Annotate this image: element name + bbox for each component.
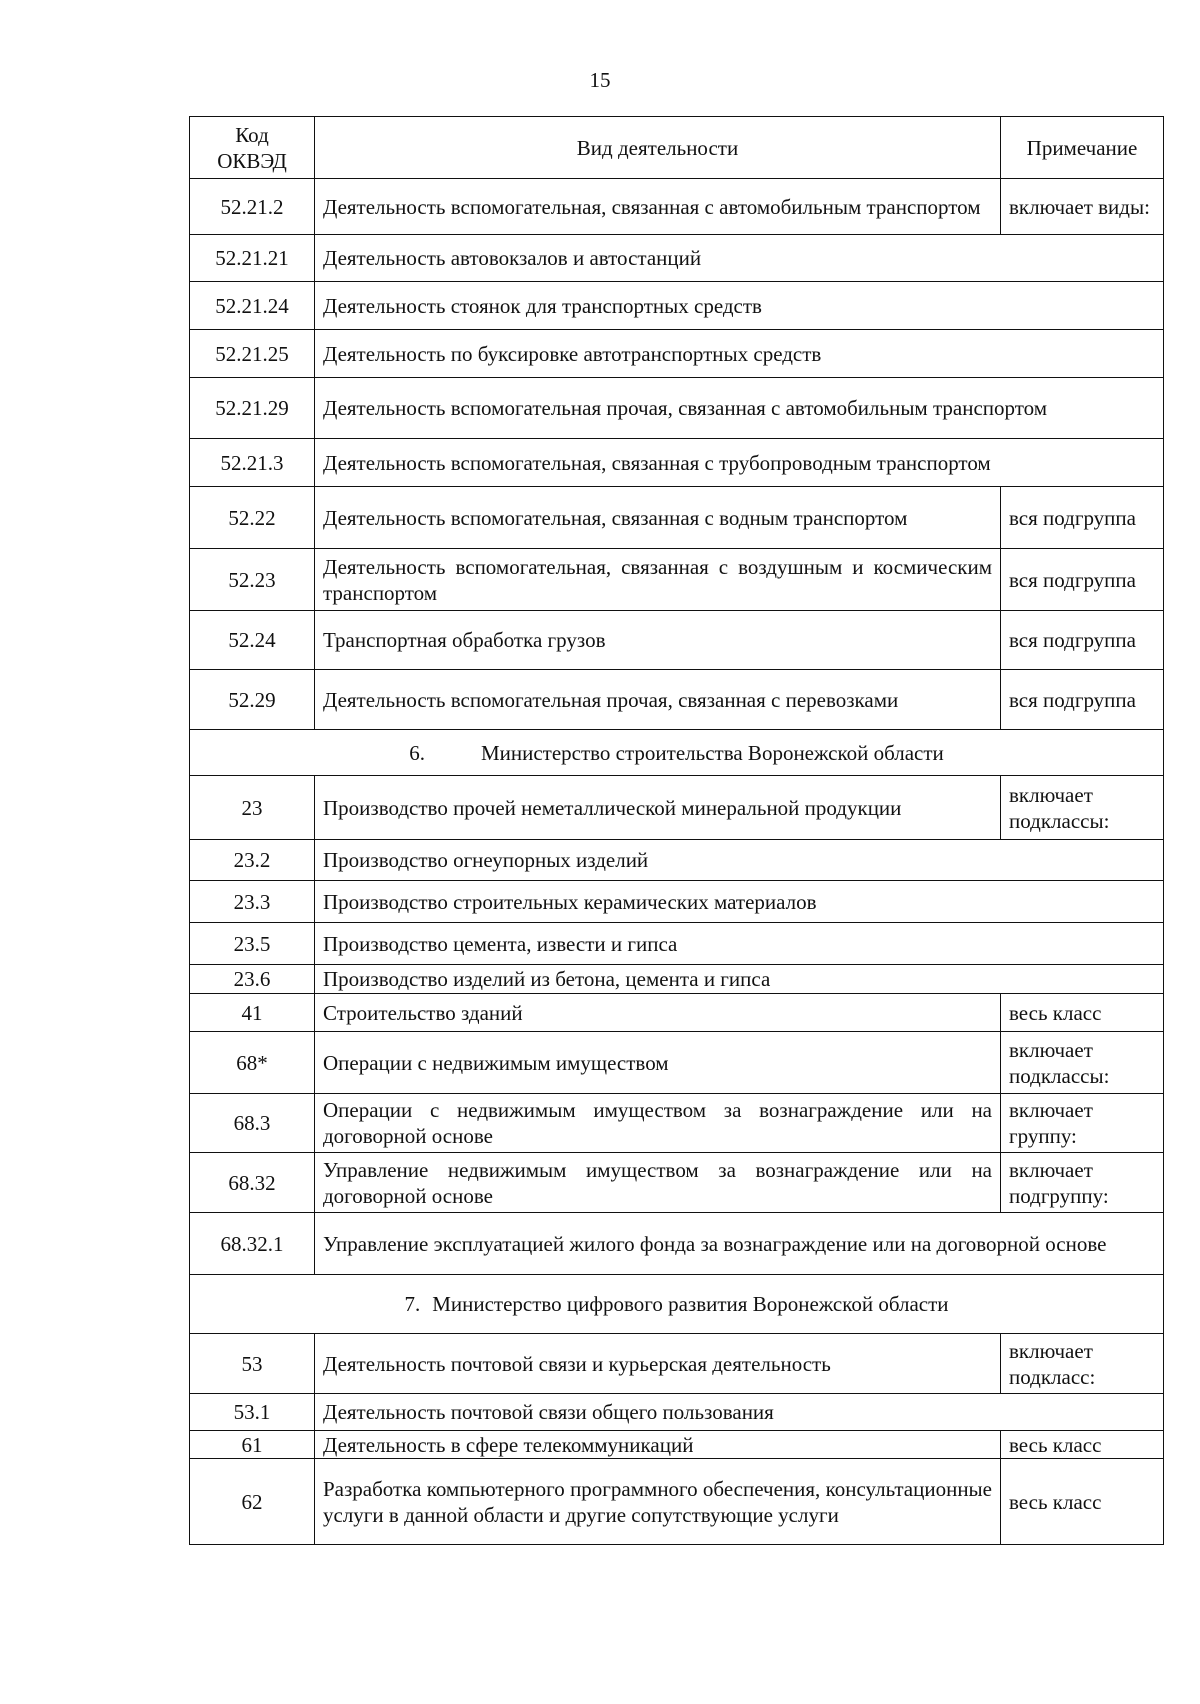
okved-code: 68.32 <box>190 1153 315 1213</box>
okved-code: 68.3 <box>190 1094 315 1153</box>
section-number: 7. <box>404 1292 421 1316</box>
activity-name: Производство цемента, извести и гипса <box>315 923 1164 965</box>
note: вся подгруппа <box>1001 670 1164 730</box>
table-row <box>190 1394 1164 1431</box>
activity-name: Деятельность вспомогательная, связанная с воздушным и космическим транспортом <box>315 549 1001 611</box>
activity-name: Производство строительных керамических материалов <box>315 881 1164 923</box>
activity-name: Деятельность вспомогательная прочая, связанная с перевозками <box>315 670 1001 730</box>
activity-name: Операции с недвижимым имуществом за вознаграждение или на договорной основе <box>315 1094 1001 1153</box>
section-title-text: Министерство цифрового развития Воронежской области <box>432 1292 949 1316</box>
okved-code: 52.21.3 <box>190 439 315 487</box>
table-row <box>190 994 1164 1032</box>
activity-name: Управление эксплуатацией жилого фонда за вознаграждение или на договорной основе <box>315 1213 1164 1275</box>
table-row <box>190 235 1164 282</box>
okved-code: 52.21.25 <box>190 330 315 378</box>
activity-name: Разработка компьютерного программного обеспечения, консультационные услуги в данной области и другие сопутствующие услуги <box>315 1459 1001 1545</box>
activity-name: Деятельность почтовой связи и курьерская деятельность <box>315 1334 1001 1394</box>
activity-name: Деятельность вспомогательная, связанная с трубопроводным транспортом <box>315 439 1164 487</box>
header-code: Код ОКВЭД <box>190 117 315 179</box>
table-row <box>190 1153 1164 1213</box>
table-header-row <box>190 117 1164 179</box>
section-title-text: Министерство строительства Воронежской области <box>480 740 944 765</box>
activity-name: Производство изделий из бетона, цемента и гипса <box>315 965 1164 994</box>
okved-code: 52.29 <box>190 670 315 730</box>
activity-name: Деятельность вспомогательная, связанная с водным транспортом <box>315 487 1001 549</box>
table-row <box>190 1334 1164 1394</box>
table-row <box>190 1032 1164 1094</box>
header-activity: Вид деятельности <box>315 117 1001 179</box>
okved-code: 68.32.1 <box>190 1213 315 1275</box>
okved-code: 52.21.2 <box>190 179 315 235</box>
section-title <box>190 1275 1164 1334</box>
okved-code: 62 <box>190 1459 315 1545</box>
okved-table <box>189 116 1164 1545</box>
okved-code: 61 <box>190 1431 315 1459</box>
activity-name: Производство огнеупорных изделий <box>315 840 1164 881</box>
section-number: 6. <box>409 740 425 765</box>
table-row <box>190 330 1164 378</box>
activity-name: Производство прочей неметаллической минеральной продукции <box>315 776 1001 840</box>
activity-name: Деятельность вспомогательная прочая, связанная с автомобильным транспортом <box>315 378 1164 439</box>
table-row <box>190 1431 1164 1459</box>
table-row <box>190 840 1164 881</box>
okved-code: 23.2 <box>190 840 315 881</box>
note: включает виды: <box>1001 179 1164 235</box>
note: включает подкласс: <box>1001 1334 1164 1394</box>
activity-name: Деятельность автовокзалов и автостанций <box>315 235 1164 282</box>
table-row <box>190 611 1164 670</box>
note: весь класс <box>1001 1459 1164 1545</box>
table-row <box>190 1459 1164 1545</box>
okved-code: 52.21.21 <box>190 235 315 282</box>
activity-name: Управление недвижимым имуществом за вознаграждение или на договорной основе <box>315 1153 1001 1213</box>
note: вся подгруппа <box>1001 487 1164 549</box>
table-row <box>190 923 1164 965</box>
table-row <box>190 282 1164 330</box>
okved-code: 52.23 <box>190 549 315 611</box>
okved-code: 53 <box>190 1334 315 1394</box>
activity-name: Деятельность в сфере телекоммуникаций <box>315 1431 1001 1459</box>
activity-name: Операции с недвижимым имуществом <box>315 1032 1001 1094</box>
activity-name: Деятельность почтовой связи общего пользования <box>315 1394 1164 1431</box>
okved-code: 41 <box>190 994 315 1032</box>
note: весь класс <box>1001 994 1164 1032</box>
section-header-7 <box>190 1275 1164 1334</box>
note: включает подгруппу: <box>1001 1153 1164 1213</box>
note: включает подклассы: <box>1001 1032 1164 1094</box>
okved-code: 23.3 <box>190 881 315 923</box>
okved-code: 68* <box>190 1032 315 1094</box>
table-row <box>190 439 1164 487</box>
activity-name: Деятельность стоянок для транспортных средств <box>315 282 1164 330</box>
okved-code: 23 <box>190 776 315 840</box>
note: включает подклассы: <box>1001 776 1164 840</box>
okved-code: 52.21.24 <box>190 282 315 330</box>
table-row <box>190 670 1164 730</box>
okved-code: 23.6 <box>190 965 315 994</box>
note: включает группу: <box>1001 1094 1164 1153</box>
table-row <box>190 487 1164 549</box>
activity-name: Строительство зданий <box>315 994 1001 1032</box>
activity-name: Транспортная обработка грузов <box>315 611 1001 670</box>
page-number: 15 <box>589 68 611 92</box>
table-row <box>190 1213 1164 1275</box>
section-header-6 <box>190 730 1164 776</box>
activity-name: Деятельность вспомогательная, связанная с автомобильным транспортом <box>315 179 1001 235</box>
okved-code: 53.1 <box>190 1394 315 1431</box>
table-row <box>190 179 1164 235</box>
table-row <box>190 1094 1164 1153</box>
note: вся подгруппа <box>1001 549 1164 611</box>
table-row <box>190 881 1164 923</box>
okved-code: 52.24 <box>190 611 315 670</box>
table-row <box>190 965 1164 994</box>
activity-name: Деятельность по буксировке автотранспортных средств <box>315 330 1164 378</box>
okved-code: 52.21.29 <box>190 378 315 439</box>
note: вся подгруппа <box>1001 611 1164 670</box>
okved-code: 52.22 <box>190 487 315 549</box>
table-row <box>190 549 1164 611</box>
okved-code: 23.5 <box>190 923 315 965</box>
header-note: Примечание <box>1001 117 1164 179</box>
table-row <box>190 776 1164 840</box>
note: весь класс <box>1001 1431 1164 1459</box>
section-title <box>190 730 1164 776</box>
table-row <box>190 378 1164 439</box>
